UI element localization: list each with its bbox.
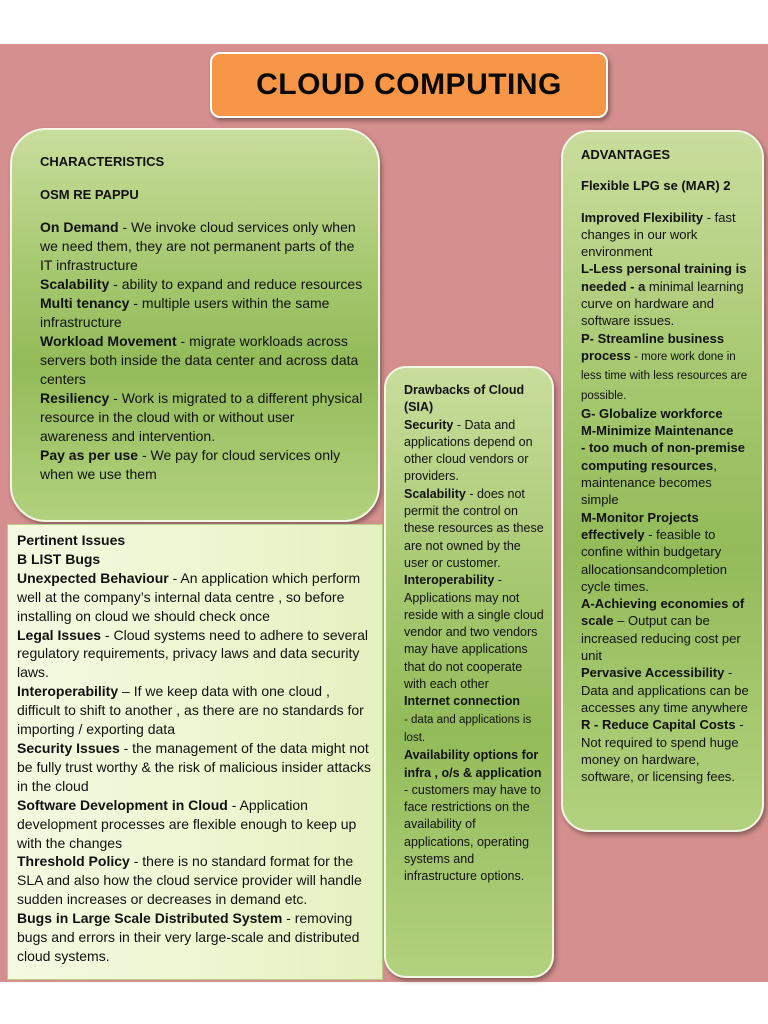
advantages-list: [581, 209, 752, 786]
list-item: M-Minimize Maintenance: [581, 423, 734, 439]
advantages-heading: ADVANTAGES: [581, 147, 671, 162]
list-item: Improved Flexibility - fast changes in our work environment: [581, 209, 736, 260]
list-item: Threshold Policy - there is no standard format for the SLA and also how the cloud service provider will handle sudden increases or decreases in demand etc.: [17, 853, 362, 908]
list-item: Scalability - ability to expand and reduce resources: [40, 276, 363, 292]
advantages-card: [561, 130, 764, 832]
list-item: Bugs in Large Scale Distributed System - removing bugs and errors in their very large-scale and distributed cloud systems.: [17, 910, 360, 964]
advantages-mnemonic: Flexible LPG se (MAR) 2: [581, 178, 731, 194]
list-item: Workload Movement - migrate workloads across servers both inside the data center and across data centers: [40, 333, 359, 387]
list-item: M-Monitor Projects effectively - feasible to confine within budgetary allocationsandcompletion cycle times.: [581, 509, 727, 594]
issues-mnemonic: B LIST Bugs: [17, 550, 101, 567]
issues-heading: Pertinent Issues: [17, 532, 126, 548]
list-item: Interoperability – If we keep data with one cloud , difficult to shift to another , as there are no standards for importing / exporting data: [17, 683, 364, 738]
list-item: Interoperability - Applications may not reside with a single cloud vendor and two vendors may have applications that do not cooperate with each other: [404, 573, 544, 692]
list-item: L-Less personal training is needed - a minimal learning curve on hardware and software issues.: [581, 261, 747, 329]
list-item: Pervasive Accessibility - Data and applications can be accesses any time anywhere: [581, 665, 749, 715]
list-item: Availability options for infra , o/s & application - customers may have to face restrictions on the availability of applications, operating systems and infrastructure options.: [404, 748, 542, 884]
list-item: A-Achieving economies of scale – Output can be increased reducing cost per unit: [581, 596, 745, 664]
drawbacks-card: [384, 366, 554, 978]
issues-card: [7, 524, 383, 980]
list-item: On Demand - We invoke cloud services only when we need them, they are not permanent parts of the IT infrastructure: [40, 219, 356, 273]
list-item: Internet connection - data and applications is lost.: [404, 694, 532, 744]
drawbacks-heading: Drawbacks of Cloud (SIA): [404, 383, 525, 415]
list-item: Resiliency - Work is migrated to a different physical resource in the cloud with or without user awareness and intervention.: [40, 390, 363, 444]
list-item: - too much of non-premise computing resources, maintenance becomes simple: [581, 440, 745, 508]
list-item: Security Issues - the management of the data might not be fully trust worthy & the risk of malicious insider attacks in the cloud: [17, 739, 372, 794]
list-item: Software Development in Cloud - Application development processes are flexible enough to keep up with the changes: [17, 796, 357, 851]
list-item: Legal Issues - Cloud systems need to adhere to several regulatory requirements, privacy laws and data security laws.: [17, 626, 368, 681]
list-item: Security - Data and applications depend on other cloud vendors or providers.: [404, 417, 533, 484]
characteristics-mnemonic: OSM RE PAPPU: [40, 187, 139, 202]
characteristics-card: [10, 128, 380, 522]
characteristics-heading: CHARACTERISTICS: [40, 154, 165, 169]
list-item: Scalability - does not permit the control on these resources as these are not owned by the user or customer.: [404, 486, 544, 570]
list-item: P- Streamline business process - more work done in less time with less resources are possible.: [581, 330, 748, 402]
issues-list: [17, 569, 376, 966]
list-item: Multi tenancy - multiple users within the same infrastructure: [40, 295, 330, 330]
list-item: Unexpected Behaviour - An application which perform well at the company’s internal data centre , so before installing on cloud we should check once: [17, 569, 361, 624]
characteristics-list: [40, 218, 364, 484]
list-item: G- Globalize workforce: [581, 405, 723, 421]
list-item: Pay as per use - We pay for cloud services only when we use them: [40, 447, 341, 482]
list-item: R - Reduce Capital Costs - Not required to spend huge money on hardware, software, or licensing fees.: [581, 717, 744, 785]
drawbacks-list: [404, 417, 546, 886]
page-title: CLOUD COMPUTING: [210, 52, 608, 118]
